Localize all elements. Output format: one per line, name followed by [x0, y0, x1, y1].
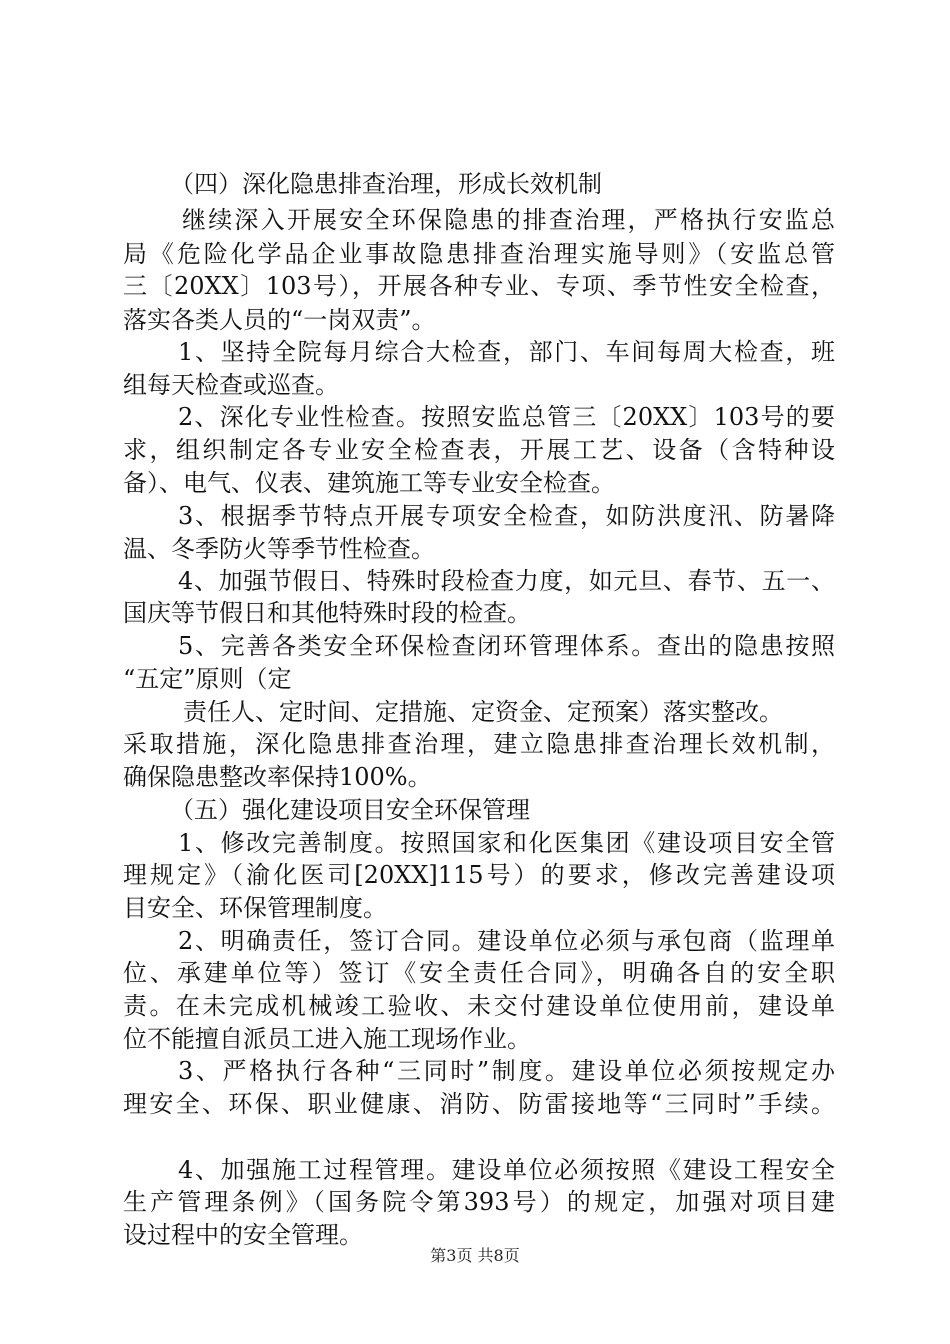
list-item-line: 组每天检查或巡查。 — [123, 371, 339, 399]
list-item-line: 温、冬季防火等季节性检查。 — [123, 535, 435, 563]
list-item-line: 理规定》（渝化医司[20XX]115号）的要求，修改完善建设项 — [123, 861, 835, 889]
list-item-line: 国庆等节假日和其他特殊时段的检查。 — [123, 599, 531, 627]
list-item-line: 目安全、环保管理制度。 — [123, 894, 387, 922]
list-item-line: 4、加强施工过程管理。建设单位必须按照《建设工程安全 — [178, 1156, 835, 1184]
list-item-line: 确保隐患整改率保持100%。 — [123, 763, 432, 791]
list-item-line: 2、明确责任，签订合同。建设单位必须与承包商（监理单 — [178, 927, 835, 955]
section-heading-4: （四）深化隐患排查治理，形成长效机制 — [170, 170, 602, 198]
paragraph-line: 三〔20XX〕103号），开展各种专业、专项、季节性安全检查， — [123, 272, 835, 300]
list-item-line: 1、修改完善制度。按照国家和化医集团《建设项目安全管 — [178, 829, 835, 857]
list-item-line: 理安全、环保、职业健康、消防、防雷接地等“三同时”手续。 — [123, 1090, 835, 1118]
list-item-line: 位不能擅自派员工进入施工现场作业。 — [123, 1025, 531, 1053]
list-item-line: 生产管理条例》（国务院令第393号）的规定，加强对项目建 — [123, 1188, 835, 1216]
list-item-line: 设过程中的安全管理。 — [123, 1221, 363, 1249]
list-item-line: 位、承建单位等）签订《安全责任合同》，明确各自的安全职 — [123, 959, 835, 987]
list-item-line: “五定”原则（定 — [123, 665, 292, 693]
list-item-line: 责任人、定时间、定措施、定资金、定预案）落实整改。 — [183, 698, 783, 726]
list-item-line: 3、严格执行各种“三同时”制度。建设单位必须按规定办 — [178, 1057, 835, 1085]
section-heading-5: （五）强化建设项目安全环保管理 — [170, 796, 530, 824]
list-item-line: 2、深化专业性检查。按照安监总管三〔20XX〕103号的要 — [178, 403, 835, 431]
list-item-line: 采取措施，深化隐患排查治理，建立隐患排查治理长效机制， — [123, 730, 835, 758]
list-item-line: 1、坚持全院每月综合大检查，部门、车间每周大检查，班 — [178, 338, 835, 366]
list-item-line: 4、加强节假日、特殊时段检查力度，如元旦、春节、五一、 — [178, 567, 835, 595]
paragraph-line: 继续深入开展安全环保隐患的排查治理，严格执行安监总 — [182, 206, 835, 234]
list-item-line: 求，组织制定各专业安全检查表，开展工艺、设备（含特种设 — [123, 436, 835, 464]
list-item-line: 5、完善各类安全环保检查闭环管理体系。查出的隐患按照 — [178, 632, 835, 660]
list-item-line: 备）、电气、仪表、建筑施工等专业安全检查。 — [123, 469, 615, 497]
list-item-line: 责。在未完成机械竣工验收、未交付建设单位使用前，建设单 — [123, 992, 835, 1020]
paragraph-line: 落实各类人员的“一岗双责”。 — [123, 306, 436, 334]
page-footer: 第3页 共8页 — [430, 1246, 520, 1265]
paragraph-line: 局《危险化学品企业事故隐患排查治理实施导则》（安监总管 — [123, 240, 835, 268]
list-item-line: 3、根据季节特点开展专项安全检查，如防洪度汛、防暑降 — [178, 502, 835, 530]
